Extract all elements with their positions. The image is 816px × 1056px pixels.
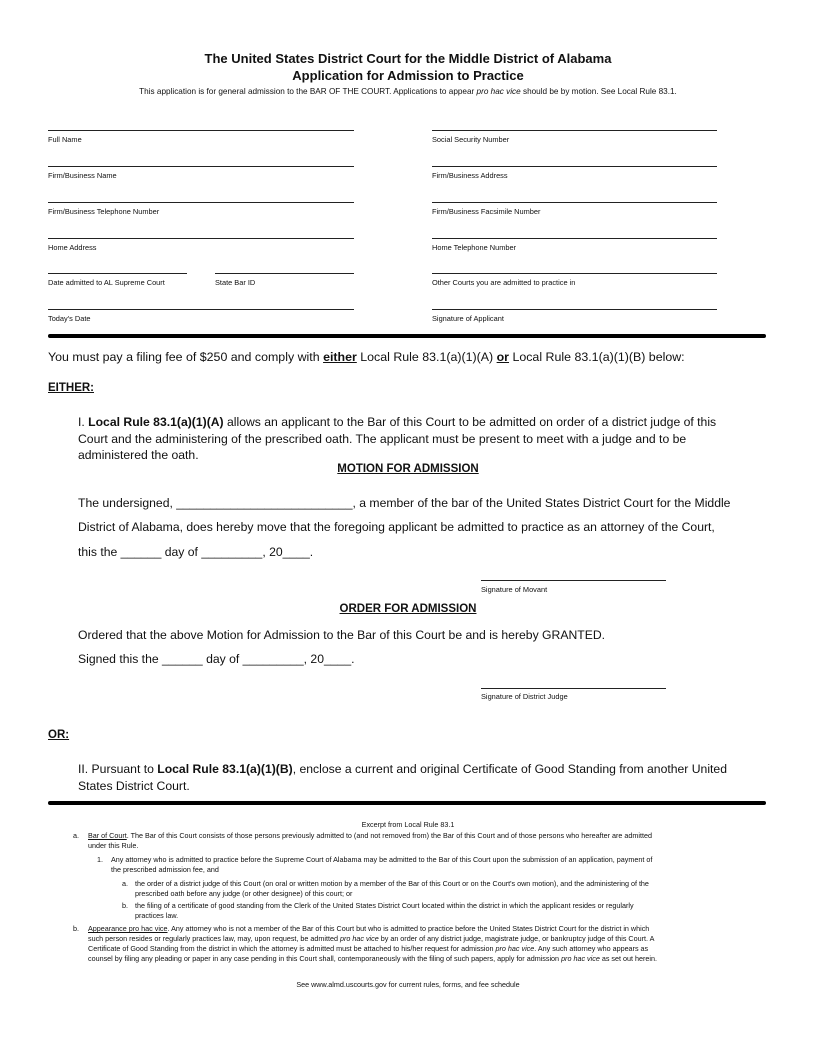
form-title: The United States District Court for the Middle District of Alabama <box>204 51 612 66</box>
order-heading: ORDER FOR ADMISSION <box>339 603 477 615</box>
excerpt-1b-text: the filing of a certificate of good standing from the Clerk of the United States District Court located within the district in which the applicant resides or regularly practices law. <box>135 901 634 920</box>
judge-signature-label: Signature of District Judge <box>481 692 568 701</box>
todays-date-label: Today's Date <box>48 314 91 323</box>
other-courts-line[interactable] <box>432 273 717 274</box>
form-subtitle: Application for Admission to Practice <box>292 68 524 83</box>
motion-line-1: The undersigned, __________________________, a member of the bar of the United States District Court for the Middle <box>78 496 731 510</box>
ssn-line[interactable] <box>432 130 717 131</box>
state-bar-id-line[interactable] <box>215 273 354 274</box>
either-heading: EITHER: <box>48 382 94 394</box>
or-heading: OR: <box>48 729 70 741</box>
signature-line[interactable] <box>432 309 717 310</box>
excerpt-1-text: Any attorney who is admitted to practice before the Supreme Court of Alabama may be admitted to the Bar of this Court upon the submission of an application, payment of the prescribed admission fee, and <box>111 855 653 874</box>
rule-a-paragraph: I. Local Rule 83.1(a)(1)(A) allows an applicant to the Bar of this Court to be admitted on order of a district judge of this Court and the administering of the prescribed oath. The applicant must be present to meet with a judge and to be administered the oath. <box>78 415 717 462</box>
section-divider-bottom <box>48 801 766 805</box>
firm-fax-label: Firm/Business Facsimile Number <box>432 207 541 216</box>
full-name-line[interactable] <box>48 130 354 131</box>
excerpt-1-marker: 1. <box>97 855 103 864</box>
judge-signature-line[interactable] <box>481 688 666 689</box>
motion-heading: MOTION FOR ADMISSION <box>337 463 479 475</box>
excerpt-1a-marker: a. <box>122 879 128 888</box>
firm-name-label: Firm/Business Name <box>48 171 117 180</box>
excerpt-1a-text: the order of a district judge of this Court (on oral or written motion by a member of the Bar of this Court or on the Court's own motion), and the administering of the prescribed oath before any judge (or other designee) of this court; or <box>135 879 649 898</box>
home-phone-line[interactable] <box>432 238 717 239</box>
home-phone-label: Home Telephone Number <box>432 243 517 252</box>
date-admitted-label: Date admitted to AL Supreme Court <box>48 278 165 287</box>
firm-phone-line[interactable] <box>48 202 354 203</box>
home-address-label: Home Address <box>48 243 97 252</box>
header-note: This application is for general admission to the BAR OF THE COURT. Applications to appear pro hac vice should be by motion. See Local Rule 83.1. <box>139 87 677 96</box>
firm-fax-line[interactable] <box>432 202 717 203</box>
excerpt-1b-marker: b. <box>122 901 128 910</box>
excerpt-title: Excerpt from Local Rule 83.1 <box>361 820 455 829</box>
excerpt-b-text: Appearance pro hac vice. Any attorney who is not a member of the Bar of this Court but who is admitted to practice before the United States District Court for the district in which such person resides or regularly practices law, may, upon request, be admitted pro hac vice by an order of any district judge, magistrate judge, or bankruptcy judge of this Court. A Certificate of Good Standing from the district in which the attorney is admitted must be attached to his/her request for admission pro hac vice. Any such attorney who appears as counsel by filing any pleading or paper in any case pending in this Court shall, contemporaneously with the filing of such papers, apply for admission pro hac vice as set out herein. <box>88 924 657 963</box>
movant-signature-line[interactable] <box>481 580 666 581</box>
date-admitted-line[interactable] <box>48 273 187 274</box>
firm-address-label: Firm/Business Address <box>432 171 508 180</box>
motion-line-2: District of Alabama, does hereby move that the foregoing applicant be admitted to practice as an attorney of the Court, <box>78 520 715 534</box>
excerpt-a-marker: a. <box>73 831 79 840</box>
ssn-label: Social Security Number <box>432 135 510 144</box>
rule-b-paragraph: II. Pursuant to Local Rule 83.1(a)(1)(B), enclose a current and original Certificate of Good Standing from another United States District Court. <box>78 762 727 793</box>
order-line-1: Ordered that the above Motion for Admission to the Bar of this Court be and is hereby GRANTED. <box>78 628 606 642</box>
firm-phone-label: Firm/Business Telephone Number <box>48 207 160 216</box>
fee-statement: You must pay a filing fee of $250 and comply with either Local Rule 83.1(a)(1)(A) or Local Rule 83.1(a)(1)(B) below: <box>48 350 685 364</box>
firm-name-line[interactable] <box>48 166 354 167</box>
footer-note: See www.almd.uscourts.gov for current rules, forms, and fee schedule <box>296 980 520 989</box>
motion-line-3: this the ______ day of _________, 20____. <box>78 545 314 559</box>
state-bar-id-label: State Bar ID <box>215 278 256 287</box>
excerpt-b-marker: b. <box>73 924 79 933</box>
full-name-label: Full Name <box>48 135 82 144</box>
order-line-2: Signed this the ______ day of _________, 20____. <box>78 652 355 666</box>
firm-address-line[interactable] <box>432 166 717 167</box>
signature-label: Signature of Applicant <box>432 314 504 323</box>
movant-signature-label: Signature of Movant <box>481 585 548 594</box>
section-divider-top <box>48 334 766 338</box>
home-address-line[interactable] <box>48 238 354 239</box>
other-courts-label: Other Courts you are admitted to practice in <box>432 278 576 287</box>
excerpt-a-text: Bar of Court. The Bar of this Court consists of those persons previously admitted to (and not removed from) the Bar of this Court and of those persons who hereafter are admitted under this Rule. <box>88 831 652 850</box>
todays-date-line[interactable] <box>48 309 354 310</box>
